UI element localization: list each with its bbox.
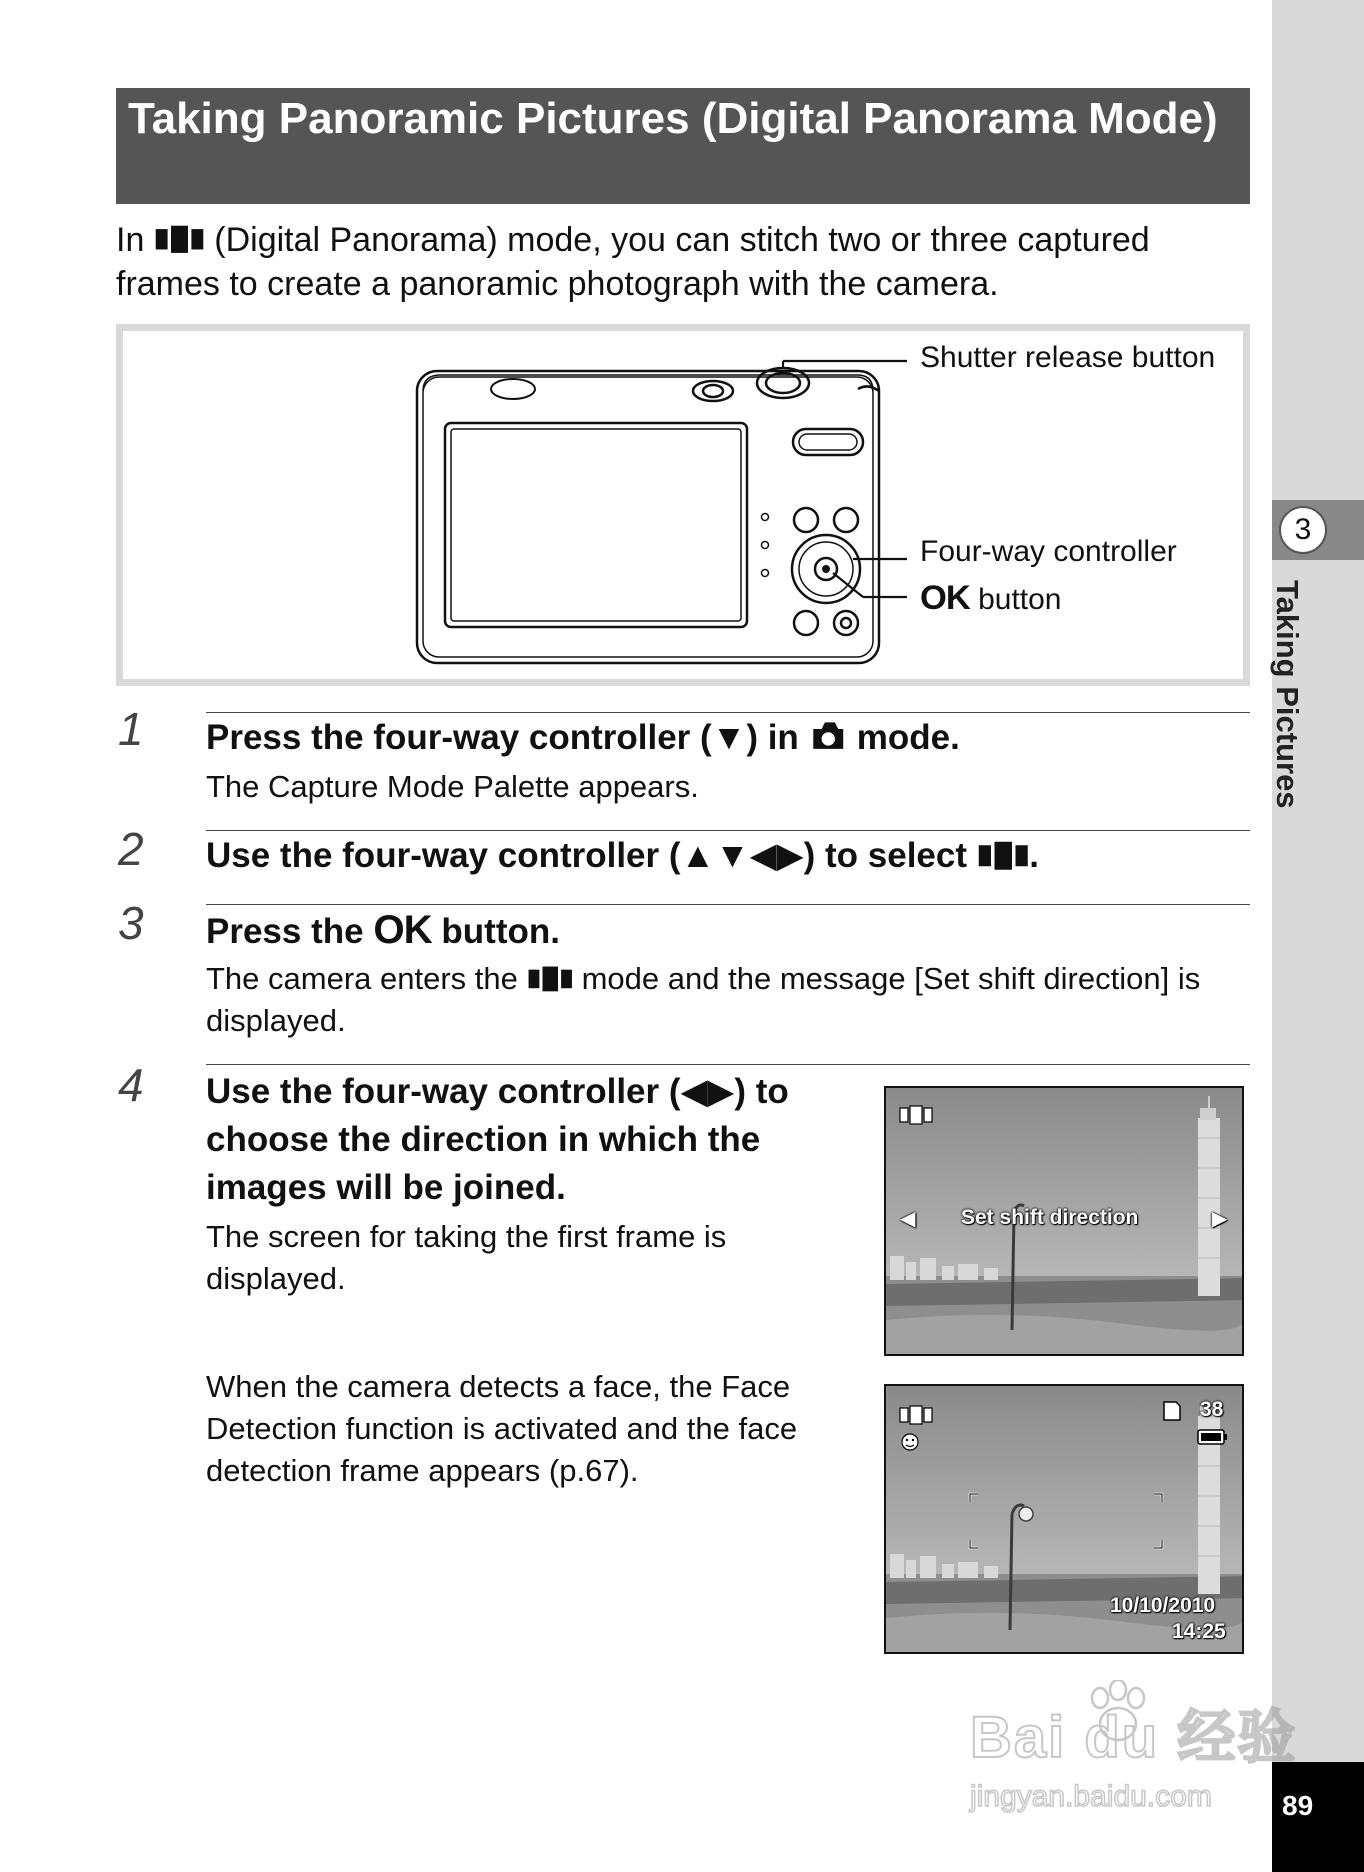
- callout-ok-button: [920, 579, 1062, 618]
- step-1-heading-end: mode.: [847, 718, 960, 757]
- callout-shutter-release-button: Shutter release button: [920, 341, 1216, 374]
- ok-symbol: OK: [373, 907, 432, 952]
- camera-back-illustration: [123, 331, 1243, 679]
- ok-symbol: OK: [920, 579, 970, 617]
- chapter-title: Taking Pictures: [1270, 580, 1305, 809]
- step-2-divider: [206, 830, 1250, 831]
- digital-panorama-icon: [154, 224, 205, 255]
- left-arrow-indicator: ◀: [900, 1208, 916, 1230]
- step-3-heading-end: button.: [431, 912, 560, 951]
- step-3-heading-start: Press the: [206, 912, 374, 951]
- step-3-divider: [206, 904, 1250, 905]
- step-4-number: 4: [118, 1059, 144, 1111]
- step-3-body: [206, 958, 1250, 1042]
- watermark-logo-text: Bai du 经验: [970, 1705, 1298, 1770]
- digital-panorama-icon: [527, 965, 574, 993]
- step-4-heading: Use the four-way controller (◀▶) to choose the direction in which the images will be joined.: [206, 1072, 789, 1207]
- chapter-number: 3: [1279, 506, 1327, 554]
- step-1-divider: [206, 712, 1250, 713]
- step-1-heading: [206, 714, 960, 762]
- step-2-heading-start: Use the four-way controller (▲▼◀▶) to select: [206, 836, 977, 875]
- intro-paragraph: [116, 218, 1250, 306]
- page-number: 89: [1272, 1762, 1364, 1872]
- watermark-url: jingyan.baidu.com: [970, 1780, 1212, 1813]
- remaining-shots-counter: 38: [1200, 1398, 1224, 1421]
- step-1-heading-start: Press the four-way controller (▼) in: [206, 718, 809, 757]
- step-2-heading: [206, 832, 1039, 880]
- step-3-heading: [206, 906, 560, 956]
- step-1-number: 1: [118, 703, 144, 755]
- step-3-number: 3: [118, 897, 144, 949]
- date-display: 10/10/2010: [1110, 1594, 1216, 1617]
- set-shift-direction-message: Set shift direction: [961, 1206, 1139, 1229]
- right-arrow-indicator: ▶: [1212, 1208, 1228, 1230]
- callout-ok-label: button: [969, 583, 1062, 616]
- step-2-heading-end: .: [1029, 836, 1039, 875]
- intro-text-end: (Digital Panorama) mode, you can stitch two or three captured frames to create a panoramic photograph with the camera.: [116, 221, 1150, 303]
- digital-panorama-icon: [977, 840, 1030, 872]
- step-4-body: The screen for taking the first frame is displayed.: [206, 1219, 727, 1296]
- baidu-jingyan-watermark: [960, 1680, 1298, 1820]
- time-display: 14:25: [1172, 1620, 1226, 1643]
- step-4-divider: [206, 1064, 1250, 1065]
- step-3-body-end: mode and the message [Set shift direction] is displayed.: [206, 961, 1201, 1038]
- step-3-body-start: The camera enters the: [206, 961, 527, 996]
- lcd-screen-set-shift-direction: [884, 1086, 1244, 1356]
- camera-figure: [116, 324, 1250, 686]
- lcd-screen-face-detection: [884, 1384, 1244, 1654]
- callout-four-way-controller: Four-way controller: [920, 535, 1177, 568]
- page-title: Taking Panoramic Pictures (Digital Panorama Mode): [116, 88, 1250, 204]
- step-4-face-detection-note: When the camera detects a face, the Face Detection function is activated and the face detection frame appears (p.67).: [206, 1369, 798, 1488]
- intro-text-start: In: [116, 221, 154, 259]
- chapter-sidebar: [1272, 0, 1364, 1872]
- step-1-body: The Capture Mode Palette appears.: [206, 769, 699, 804]
- step-2-number: 2: [118, 823, 144, 875]
- camera-icon: [809, 719, 848, 752]
